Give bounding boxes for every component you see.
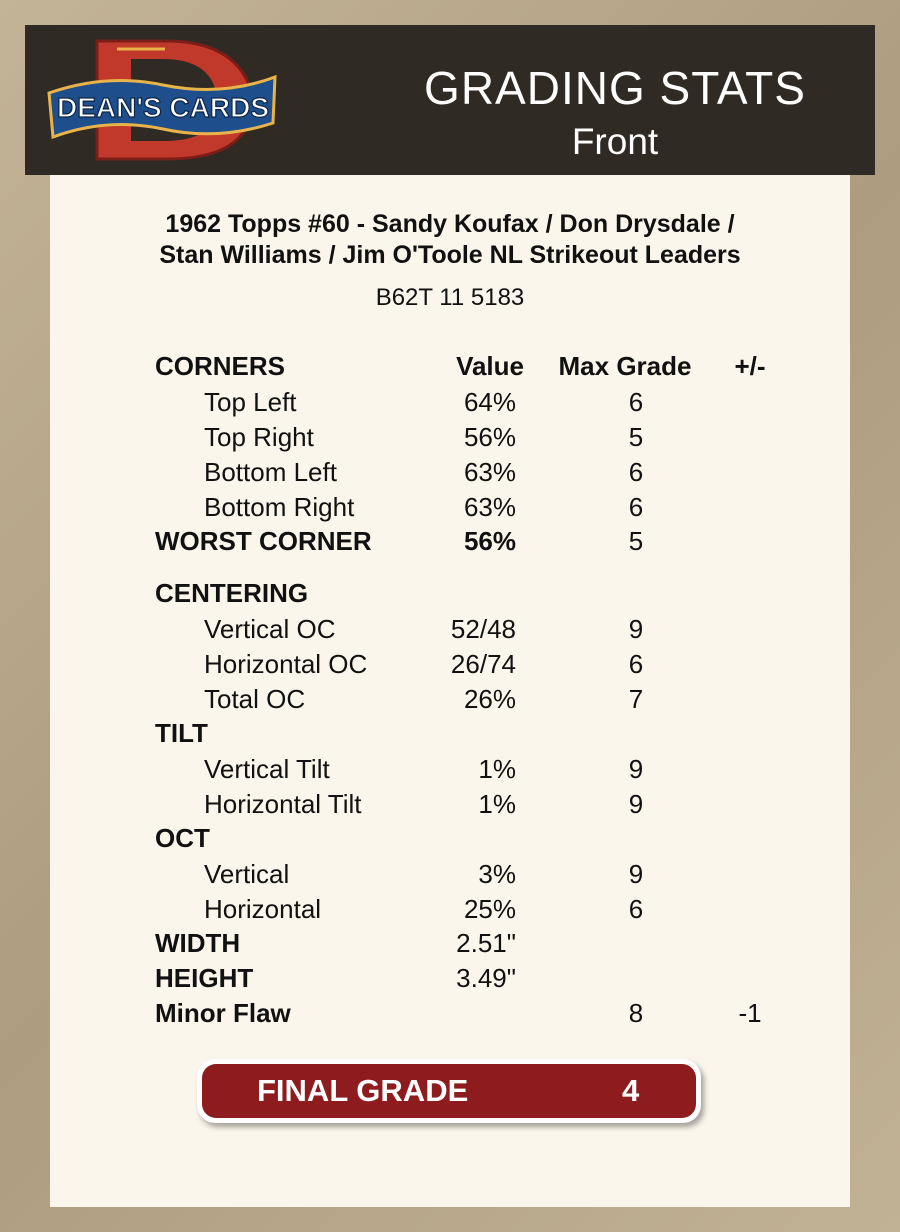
stat-max-grade: 5 (628, 526, 644, 556)
stat-label: Horizontal Tilt (204, 789, 362, 819)
stat-value: 1% (478, 754, 516, 784)
oct-section-row (50, 823, 850, 857)
stat-max-grade: 7 (628, 684, 644, 714)
stat-max-grade: 8 (628, 998, 644, 1028)
stat-label: Vertical OC (204, 614, 336, 644)
stat-label: Vertical (204, 859, 290, 889)
stat-row-vertical-tilt (50, 754, 850, 788)
max-grade-column-header: Max Grade (558, 351, 692, 381)
stat-row-top-left (50, 387, 850, 421)
stat-value: 3% (478, 859, 516, 889)
value-column-header: Value (456, 351, 524, 381)
stat-row-bottom-left (50, 457, 850, 491)
stat-row-height (50, 963, 850, 997)
cert-number: B62T 11 5183 (375, 284, 525, 311)
stat-max-grade: 6 (628, 457, 644, 487)
stat-row-bottom-right (50, 492, 850, 526)
stat-row-minor-flaw (50, 998, 850, 1032)
stat-max-grade: 9 (628, 754, 644, 784)
stat-value: 63% (463, 457, 516, 487)
stat-value: 26% (463, 684, 516, 714)
stat-max-grade: 5 (628, 422, 644, 452)
final-grade-bar (202, 1064, 696, 1118)
stat-label: Top Right (204, 422, 314, 452)
logo-text: DEAN'S CARDS (56, 92, 270, 123)
stat-row-oct-horizontal (50, 894, 850, 928)
stat-value: 2.51" (456, 928, 516, 958)
stat-label: Horizontal OC (204, 649, 368, 679)
stat-row-vertical-oc (50, 614, 850, 648)
stat-value: 1% (478, 789, 516, 819)
final-grade-label: FINAL GRADE (257, 1073, 469, 1108)
card-title (50, 209, 850, 271)
stat-label: Bottom Right (204, 492, 355, 522)
stat-max-grade: 6 (628, 387, 644, 417)
header-bar (25, 25, 875, 175)
stat-label: Top Left (204, 387, 297, 417)
section-label: TILT (155, 718, 208, 748)
stat-row-width (50, 928, 850, 962)
card-title-line-1: 1962 Topps #60 - Sandy Koufax / Don Drysdale / (165, 210, 735, 238)
stats-panel (50, 175, 850, 1207)
corners-header-row (50, 351, 850, 385)
corners-section-label: CORNERS (155, 351, 286, 381)
stat-value: 26/74 (450, 649, 516, 679)
stat-value: 64% (463, 387, 516, 417)
stat-adjustment: -1 (738, 998, 762, 1028)
stat-row-horizontal-tilt (50, 789, 850, 823)
tilt-section-row (50, 718, 850, 752)
centering-section-row (50, 578, 850, 612)
final-grade-value: 4 (622, 1073, 640, 1108)
logo-graphic (47, 37, 279, 163)
stat-label: HEIGHT (155, 963, 254, 993)
page-title: GRADING STATS (424, 62, 806, 114)
stat-label: WORST CORNER (155, 526, 372, 556)
deans-cards-logo (47, 37, 279, 163)
stat-value: 52/48 (450, 614, 516, 644)
stat-max-grade: 9 (628, 614, 644, 644)
stat-row-total-oc (50, 684, 850, 718)
stat-value: 63% (463, 492, 516, 522)
stat-row-oct-vertical (50, 859, 850, 893)
stat-value: 25% (463, 894, 516, 924)
section-label: CENTERING (155, 578, 309, 608)
stat-max-grade: 9 (628, 789, 644, 819)
stat-row-horizontal-oc (50, 649, 850, 683)
stat-label: Total OC (204, 684, 306, 714)
section-label: OCT (155, 823, 210, 853)
final-grade-badge (197, 1059, 701, 1123)
stat-max-grade: 6 (628, 492, 644, 522)
stat-row-worst-corner (50, 526, 850, 560)
card-title-line-2: Stan Williams / Jim O'Toole NL Strikeout Leaders (159, 241, 741, 269)
stat-value: 3.49" (456, 963, 516, 993)
stat-row-top-right (50, 422, 850, 456)
stat-value: 56% (463, 526, 516, 556)
page-subtitle: Front (571, 121, 659, 162)
stat-max-grade: 6 (628, 894, 644, 924)
stat-max-grade: 6 (628, 649, 644, 679)
stat-label: Horizontal (204, 894, 322, 924)
stat-label: Bottom Left (204, 457, 337, 487)
stat-max-grade: 9 (628, 859, 644, 889)
stat-label: WIDTH (155, 928, 241, 958)
stat-label: Minor Flaw (155, 998, 291, 1028)
stat-label: Vertical Tilt (204, 754, 330, 784)
plus-minus-column-header: +/- (734, 351, 766, 381)
stat-value: 56% (463, 422, 516, 452)
